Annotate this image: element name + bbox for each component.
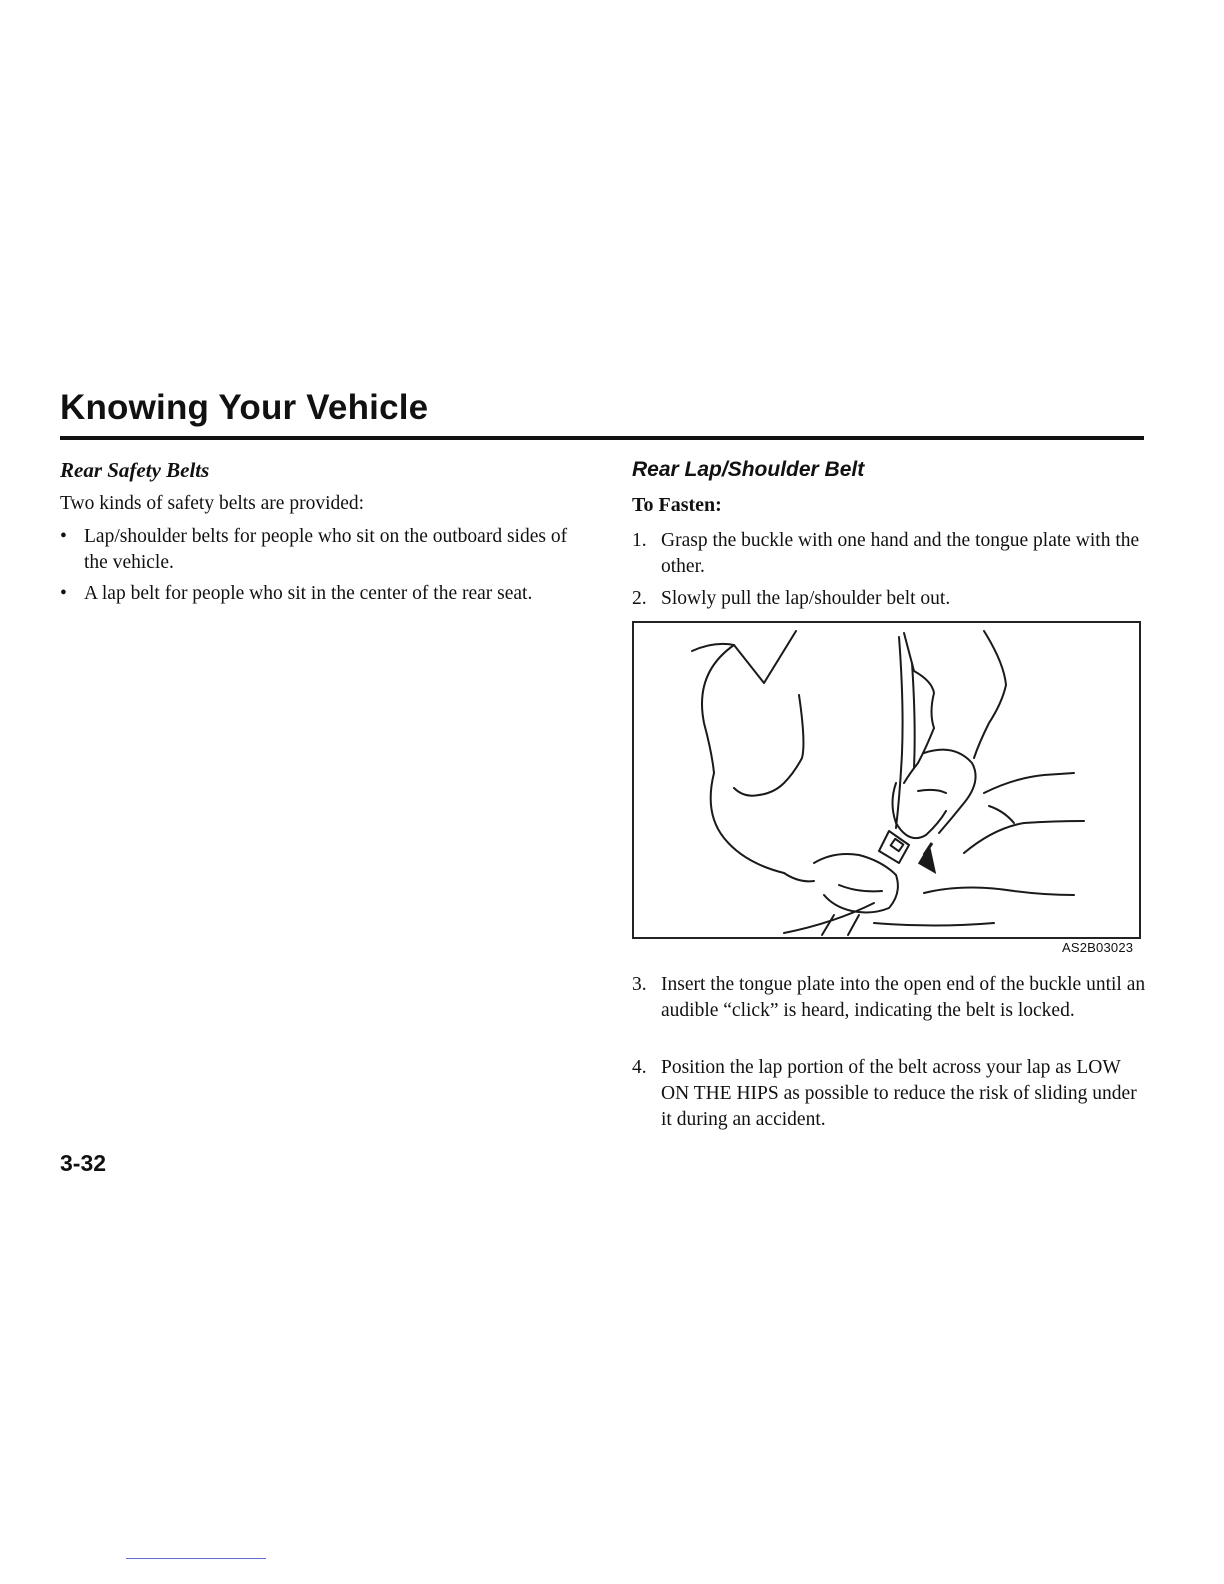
rear-safety-belts-heading: Rear Safety Belts <box>60 458 210 482</box>
to-fasten-label: To Fasten: <box>632 494 722 516</box>
seat-belt-illustration <box>632 621 1141 939</box>
step-text: Grasp the buckle with one hand and the tongue plate with the other. <box>661 530 1140 577</box>
intro-text: Two kinds of safety belts are provided: <box>60 493 365 514</box>
step-text: Position the lap portion of the belt across your lap as LOW ON THE HIPS as possible to reduce the risk of sliding under it during an accident. <box>661 1057 1137 1130</box>
list-item-text: Lap/shoulder belts for people who sit on the outboard sides of the vehicle. <box>84 526 568 573</box>
section-title: Knowing Your Vehicle <box>60 388 429 427</box>
list-item-text: A lap belt for people who sit in the center of the rear seat. <box>84 583 533 604</box>
seat-belt-buckle-illustration-icon <box>634 623 1139 937</box>
step-text: Slowly pull the lap/shoulder belt out. <box>661 588 951 609</box>
step-number: 4. <box>632 1057 647 1078</box>
title-rule <box>60 436 1144 440</box>
bullet-mark: • <box>60 526 67 547</box>
bullet-mark: • <box>60 583 67 604</box>
step-text: Insert the tongue plate into the open end of the buckle until an audible “click” is heard, indicating the belt is locked. <box>661 974 1146 1021</box>
page-number: 3-32 <box>60 1150 107 1176</box>
figure-code: AS2B03023 <box>1062 940 1134 955</box>
step-number: 1. <box>632 530 647 551</box>
step-number: 2. <box>632 588 647 609</box>
step-number: 3. <box>632 974 647 995</box>
rear-lap-shoulder-belt-heading: Rear Lap/Shoulder Belt <box>632 458 865 481</box>
footer-rule <box>126 1558 266 1559</box>
